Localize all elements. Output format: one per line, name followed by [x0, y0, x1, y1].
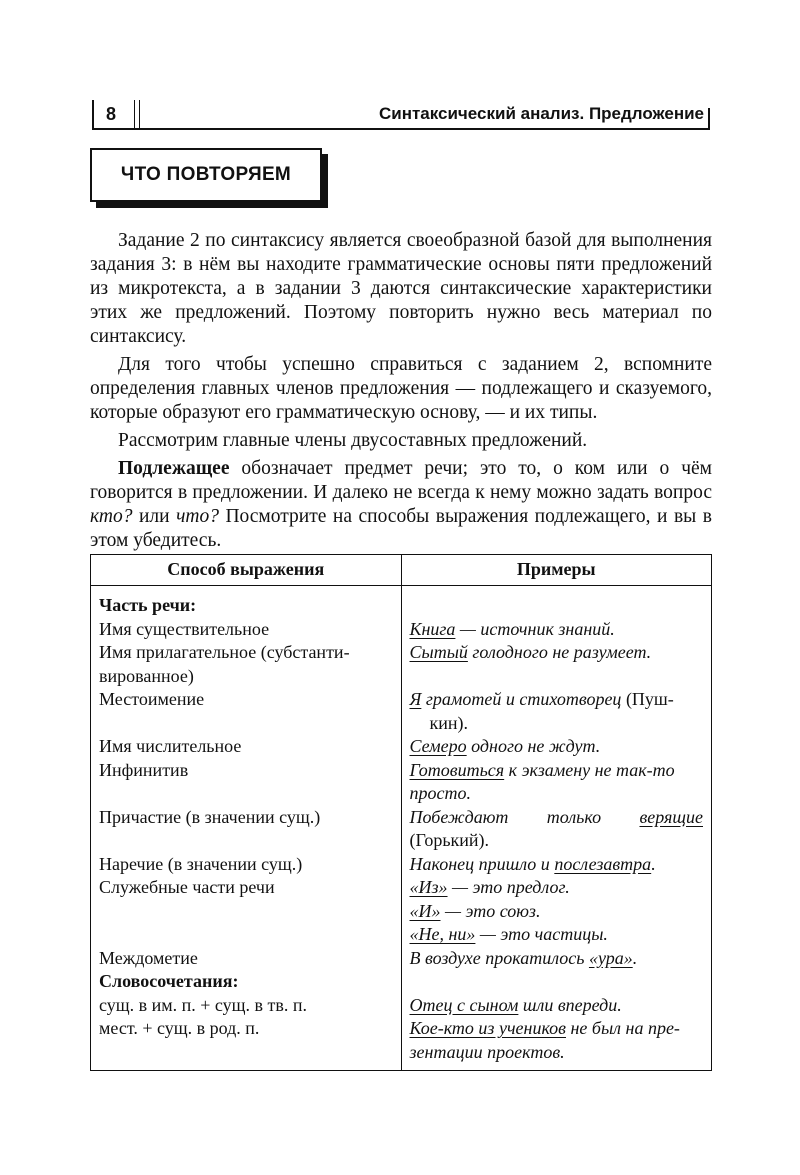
paragraph-1: Задание 2 по синтаксису является своеобразной базой для выполнения задания 3: в нём вы находите грамматические основы пяти предложений из микротекста, а в задании 3 даются синтаксические характеристики этих же предложений. Поэтому повторить нужно весь материал по синтаксису.: [90, 230, 712, 347]
example-adjective: [410, 641, 704, 665]
example-adjective-subject: Сытый: [409, 642, 468, 662]
spacer: [410, 665, 704, 689]
header-bottom-rule: [92, 128, 710, 130]
example-phrase1-rest: шли впереди.: [518, 994, 622, 1015]
table-header-row: [91, 555, 712, 586]
example-phrase2-rest: не был на пре-: [566, 1018, 680, 1038]
section-title: ЧТО ПОВТОРЯЕМ: [120, 164, 292, 185]
method-noun: Имя существительное: [99, 618, 270, 639]
example-phrase-2-line2: зентации проектов.: [409, 1041, 565, 1062]
examples-cell: [401, 586, 712, 1071]
header-double-rule: [134, 100, 140, 130]
method-function-words: Служебные части речи: [99, 877, 275, 897]
table: [90, 554, 712, 1071]
table-row: [91, 586, 712, 1071]
spacer: [99, 782, 393, 806]
example-noun-subject: Книга: [409, 618, 456, 639]
example-interjection-end: .: [632, 947, 638, 968]
spacer: [410, 594, 704, 618]
section-title-box: [90, 148, 322, 202]
spacer: [410, 970, 704, 994]
example-fw3-subject: «Не, ни»: [409, 924, 476, 944]
example-function-word-2: [410, 900, 704, 924]
spacer: [99, 923, 393, 947]
method-infinitive: Инфинитив: [99, 759, 189, 780]
spacer: [99, 712, 393, 736]
example-interjection-subject: «ура»: [588, 947, 633, 968]
example-numeral: [410, 735, 704, 759]
method-numeral: Имя числительное: [99, 736, 242, 756]
example-adverb-rest: Наконец пришло и: [409, 853, 555, 874]
example-function-word-3: [410, 923, 704, 947]
example-noun-rest: — источник знаний.: [455, 618, 615, 639]
subject-expression-table: [90, 554, 712, 1068]
example-fw3-rest: — это частицы.: [475, 924, 608, 944]
example-pronoun: [410, 688, 704, 712]
example-pronoun-subject: Я: [409, 689, 422, 709]
example-interjection: [410, 947, 704, 971]
example-noun: [410, 618, 704, 642]
paragraph-4-part-a: обозначает предмет речи; это то, о ком или о чём говорится в предложении. И далеко не всегда к нему можно задать вопрос: [90, 458, 712, 503]
example-numeral-rest: одного не ждут.: [466, 736, 601, 756]
phrases-heading-text: Словосочетания:: [99, 971, 239, 991]
method-phrase-1: сущ. в им. п. + сущ. в тв. п.: [99, 994, 308, 1015]
parts-heading-text: Часть речи:: [99, 595, 197, 615]
running-title: Синтаксический анализ. Предложение: [378, 104, 704, 123]
example-fw1-rest: — это предлог.: [447, 877, 570, 897]
example-adjective-rest: голодного не разумеет.: [467, 642, 652, 662]
method-adjective-line1: Имя прилагательное (субстанти-: [99, 642, 350, 662]
example-interjection-rest: В воздухе прокатилось: [409, 947, 589, 968]
method-adverb: Наречие (в значении сущ.): [99, 853, 303, 874]
spacer: [99, 900, 393, 924]
example-participle-author: (Горький).: [409, 830, 490, 850]
example-numeral-subject: Семеро: [409, 736, 467, 756]
paragraph-4: [90, 457, 712, 553]
example-phrase-1: [410, 994, 704, 1018]
page-number: 8: [106, 104, 117, 124]
running-header: [92, 100, 710, 130]
example-function-word-1: [410, 876, 704, 900]
term-subject: Подлежащее: [118, 458, 230, 479]
example-fw2-rest: — это союз.: [440, 900, 541, 921]
example-pronoun-author-end: кин).: [429, 712, 469, 733]
example-phrase1-subject: Отец с сыном: [409, 994, 519, 1015]
example-participle-word1: Побеждают: [409, 806, 509, 827]
column-header-examples: Примеры: [401, 555, 712, 586]
phrases-heading: [99, 970, 393, 994]
question-what: что?: [176, 506, 219, 527]
method-phrase-2: мест. + сущ. в род. п.: [99, 1018, 260, 1038]
method-adjective-line2: вированное): [99, 665, 194, 686]
body-text: [90, 229, 712, 557]
example-participle-subject: верящие: [639, 806, 703, 827]
example-infinitive: [410, 759, 704, 783]
method-interjection: Междометие: [99, 947, 198, 968]
example-pronoun-rest: грамотей и стихотворец: [421, 689, 622, 709]
methods-cell: [91, 586, 402, 1071]
question-who: кто?: [90, 506, 133, 527]
paragraph-4-part-c: Посмотрите на способы выражения подлежащего, и вы в этом убедитесь.: [90, 506, 712, 551]
example-phrase-2: [410, 1017, 704, 1041]
example-fw2-subject: «И»: [409, 900, 441, 921]
example-adverb-subject: послезавтра: [554, 853, 652, 874]
parts-heading: [99, 594, 393, 618]
paragraph-4-part-b: или: [132, 506, 177, 527]
header-right-rule: [708, 108, 710, 130]
method-pronoun: Местоимение: [99, 689, 205, 709]
method-participle: Причастие (в значении сущ.): [99, 806, 321, 827]
example-pronoun-author: (Пуш-: [621, 689, 674, 709]
example-fw1-subject: «Из»: [409, 877, 448, 897]
example-infinitive-subject: Готовиться: [409, 759, 505, 780]
paragraph-3: Рассмотрим главные члены двусоставных предложений.: [118, 430, 588, 451]
example-pronoun-line2: [410, 712, 704, 736]
example-adverb: [410, 853, 704, 877]
example-phrase2-subject: Кое-кто из учеников: [409, 1018, 566, 1038]
spacer: [99, 829, 393, 853]
example-participle-word2: только: [546, 806, 602, 827]
paragraph-2: Для того чтобы успешно справиться с заданием 2, вспомните определения главных членов предложения — подлежащего и сказуемого, которые образуют его грамматическую основу, — и их типы.: [90, 354, 712, 423]
example-participle: [410, 806, 704, 830]
example-adverb-end: .: [651, 853, 656, 874]
example-infinitive-rest: к экзамену не так-то: [504, 759, 675, 780]
example-infinitive-line2: просто.: [409, 783, 471, 803]
column-header-method: Способ выражения: [91, 555, 402, 586]
